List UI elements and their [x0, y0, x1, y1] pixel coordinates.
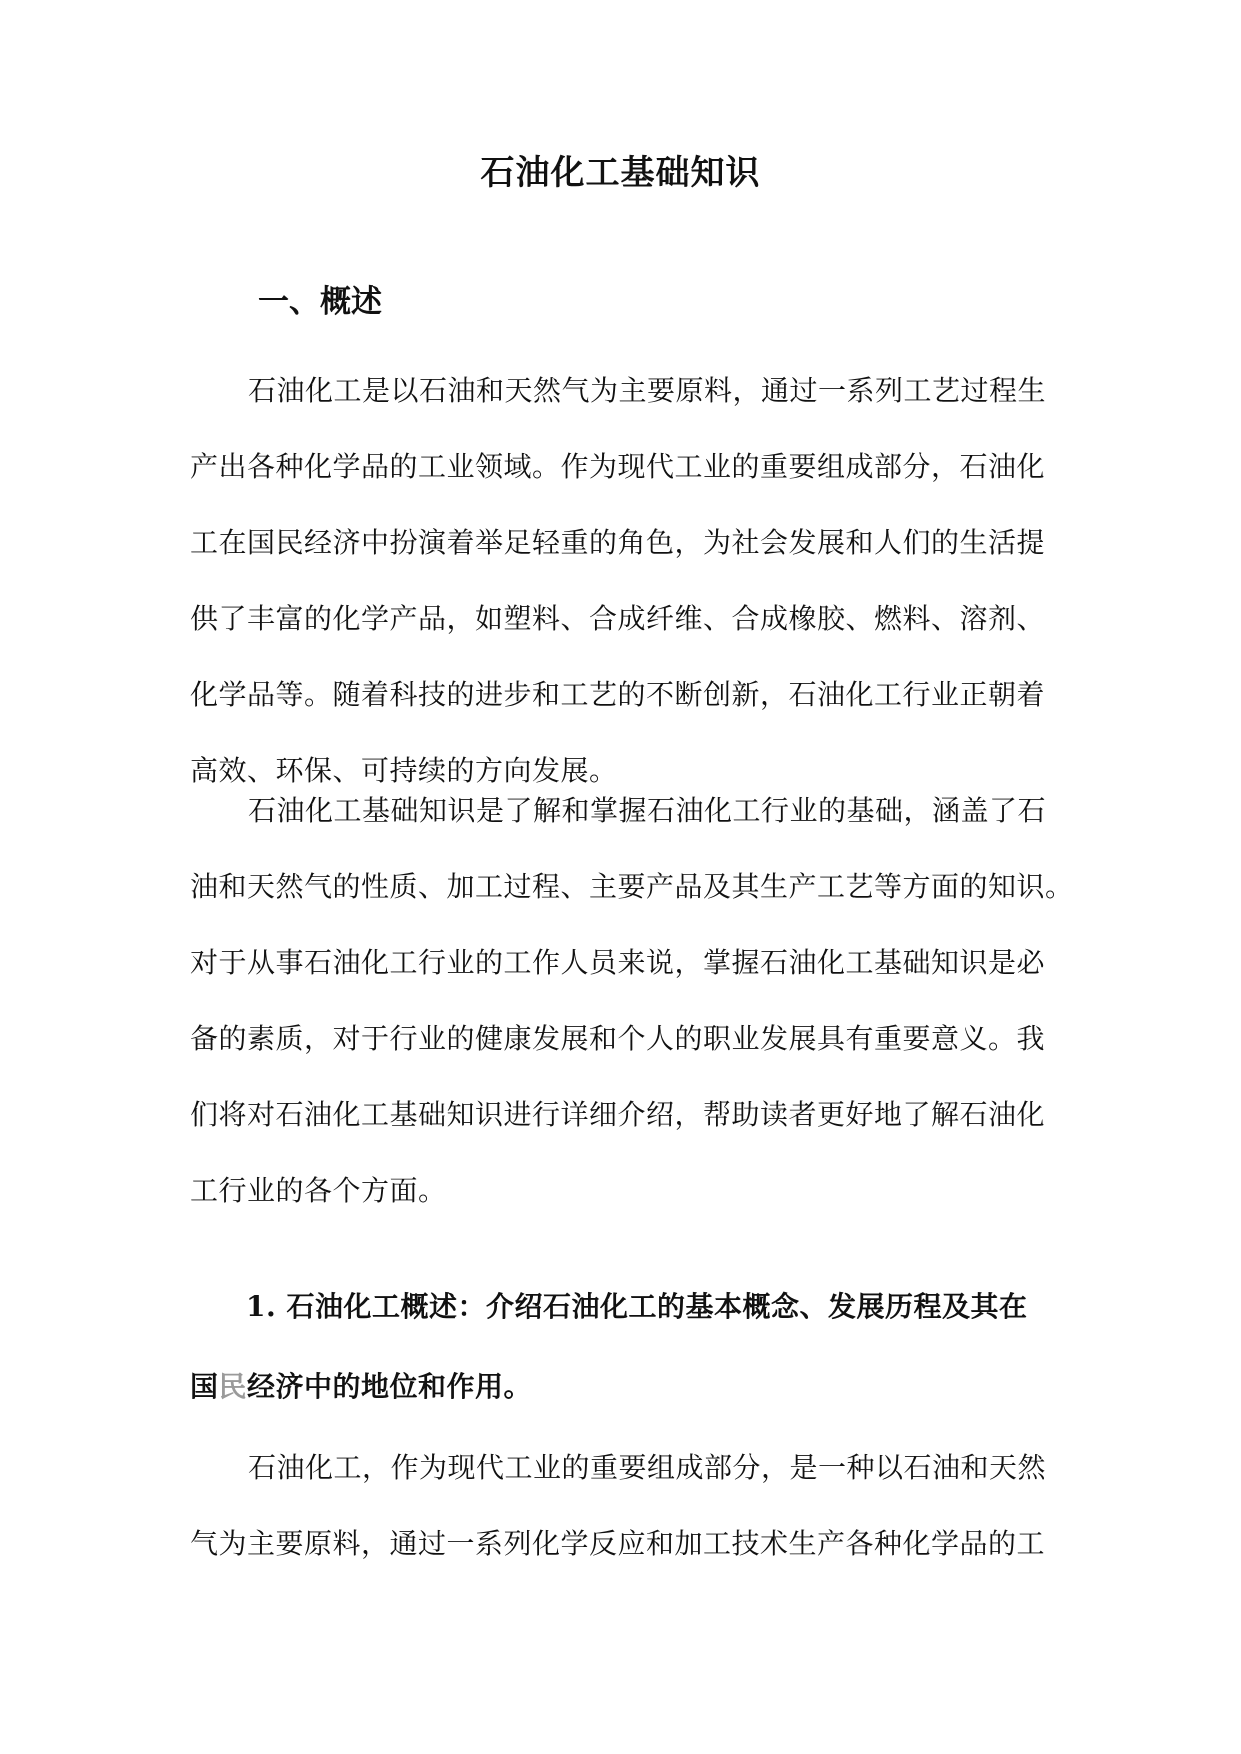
sub-heading-text: 国 — [190, 1370, 219, 1403]
paragraph-line: 气为主要原料，通过一系列化学反应和加工技术生产各种化学品的工 — [190, 1527, 1046, 1560]
paragraph-line: 工行业的各个方面。 — [190, 1174, 447, 1207]
paragraph-line: 石油化工，作为现代工业的重要组成部分，是一种以石油和天然 — [248, 1451, 1047, 1484]
paragraph-line: 产出各种化学品的工业领域。作为现代工业的重要组成部分，石油化 — [190, 450, 1046, 483]
paragraph-line: 石油化工是以石油和天然气为主要原料，通过一系列工艺过程生 — [248, 374, 1047, 407]
sub-heading-petrochemical-overview — [190, 1267, 1090, 1427]
paragraph-line: 们将对石油化工基础知识进行详细介绍，帮助读者更好地了解石油化 — [190, 1098, 1046, 1131]
paragraph-line: 石油化工基础知识是了解和掌握石油化工行业的基础，涵盖了石 — [248, 794, 1047, 827]
sub-heading-faded-char: 民 — [218, 1370, 248, 1403]
paragraph-petrochemical-intro — [190, 1430, 1090, 1582]
document-title: 石油化工基础知识 — [480, 153, 761, 193]
paragraph-line: 工在国民经济中扮演着举足轻重的角色，为社会发展和人们的生活提 — [190, 526, 1046, 559]
section-heading-overview: 一、概述 — [258, 284, 382, 320]
paragraph-line: 备的素质，对于行业的健康发展和个人的职业发展具有重要意义。我 — [190, 1022, 1046, 1055]
sub-heading-line: 1. 石油化工概述：介绍石油化工的基本概念、发展历程及其在 — [246, 1290, 1028, 1323]
paragraph-line: 油和天然气的性质、加工过程、主要产品及其生产工艺等方面的知识。 — [190, 870, 1074, 903]
sub-heading-line — [190, 1347, 1090, 1427]
paragraph-line: 供了丰富的化学产品，如塑料、合成纤维、合成橡胶、燃料、溶剂、 — [190, 602, 1046, 635]
sub-heading-text: 经济中的地位和作用。 — [247, 1370, 533, 1403]
paragraph-line: 高效、环保、可持续的方向发展。 — [190, 754, 618, 787]
paragraph-line: 对于从事石油化工行业的工作人员来说，掌握石油化工基础知识是必 — [190, 946, 1046, 979]
paragraph-overview-1 — [190, 353, 1090, 809]
paragraph-line: 化学品等。随着科技的进步和工艺的不断创新，石油化工行业正朝着 — [190, 678, 1046, 711]
paragraph-overview-2 — [190, 773, 1090, 1229]
